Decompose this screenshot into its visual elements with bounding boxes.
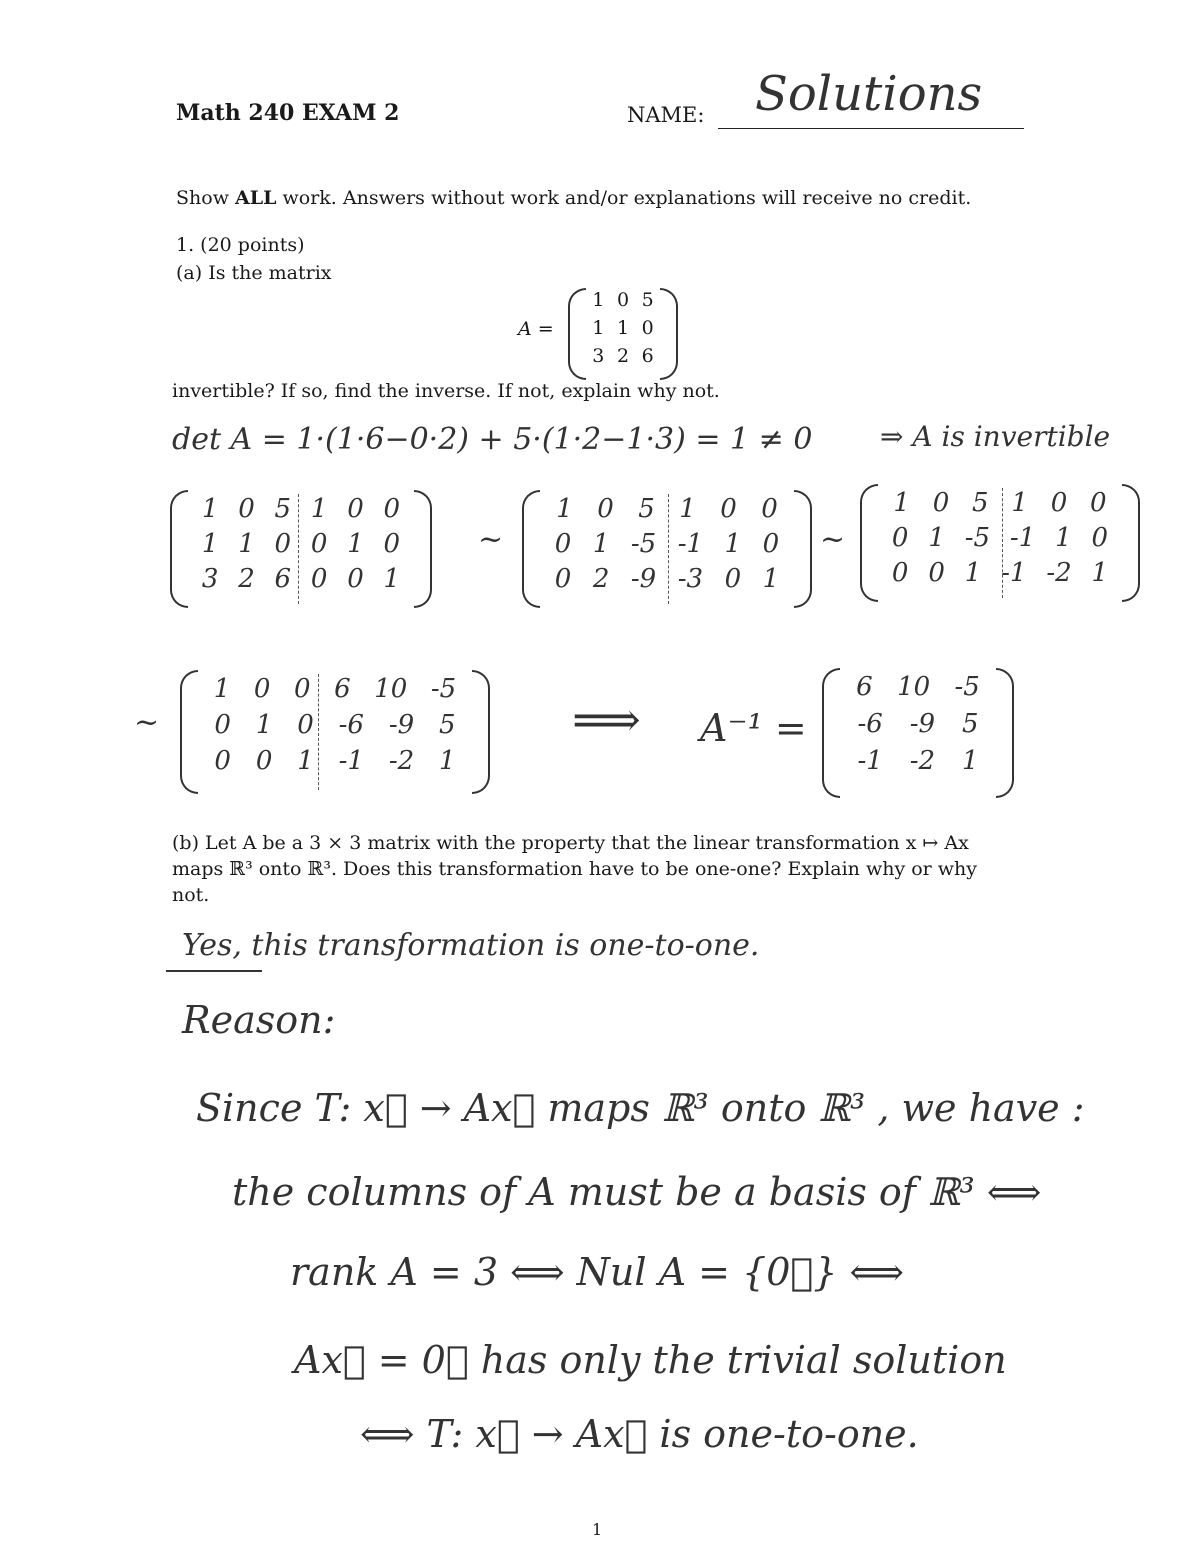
matrix-cell: 2	[616, 345, 630, 367]
matrix-cell: 0	[238, 494, 255, 524]
matrix-cell: 0	[891, 523, 909, 553]
matrix-cell: -1	[1009, 523, 1036, 553]
reason-label: Reason:	[182, 998, 336, 1042]
matrix-cell: 0	[347, 564, 364, 594]
matrix-cell: 0	[641, 317, 654, 339]
matrix-cell: 0	[1091, 523, 1109, 553]
matrix-cell: 1	[439, 746, 456, 776]
matrix-cell: 5	[641, 289, 654, 311]
matrix-cell: 1	[724, 529, 742, 559]
matrix-row	[202, 710, 468, 740]
left-paren	[568, 288, 586, 380]
name-label: NAME:	[627, 103, 705, 127]
right-paren	[414, 490, 432, 608]
matrix-cell: 5	[972, 488, 989, 518]
exam-title: Math 240 EXAM 2	[176, 100, 400, 126]
matrix-cell: 1	[592, 529, 610, 559]
matrix-cell: 0	[762, 529, 780, 559]
matrix-cell: -9	[388, 710, 415, 740]
matrix-cell: 0	[294, 674, 311, 704]
matrix-cell: 2	[592, 564, 610, 594]
left-paren	[180, 670, 198, 794]
matrix-cell: 0	[720, 494, 737, 524]
matrix-cell: -5	[630, 529, 657, 559]
matrix-cell: 0	[597, 494, 614, 524]
matrix-cell: 0	[214, 746, 231, 776]
determinant-line: det A = 1·(1·6−0·2) + 5·(1·2−1·3) = 1 ≠ 0	[172, 422, 813, 457]
matrix-cell: 6	[334, 674, 351, 704]
matrix-cell: 0	[347, 494, 364, 524]
right-paren	[794, 490, 812, 608]
augmented-matrix-4	[180, 670, 490, 794]
matrix-row	[844, 746, 992, 776]
matrix-cell: 1	[297, 746, 314, 776]
reason-line-2: the columns of A must be a basis of ℝ³ ⟺	[232, 1170, 1042, 1214]
matrix-cell: 0	[554, 564, 572, 594]
matrix-cell: 1	[238, 529, 255, 559]
reason-line-5: ⟺ T: x⃗ → Ax⃗ is one-to-one.	[360, 1412, 919, 1456]
augmented-matrix-3	[860, 484, 1140, 602]
matrix-cell: -6	[857, 709, 883, 739]
matrix-row	[882, 523, 1118, 553]
matrix-cell: -2	[909, 746, 936, 776]
matrix-row	[844, 709, 992, 739]
answer-underline	[166, 970, 262, 972]
left-paren	[170, 490, 188, 608]
matrix-cell: -9	[630, 564, 657, 594]
inverse-label: A⁻¹ =	[700, 706, 807, 750]
part-b-line-1: (b) Let A be a 3 × 3 matrix with the property that the linear transformation x ↦ Ax	[172, 832, 969, 854]
matrix-cell: 6	[274, 564, 292, 594]
matrix-cell: 0	[932, 488, 950, 518]
matrix-cell: 6	[856, 672, 873, 702]
left-paren	[522, 490, 540, 608]
matrix-row	[544, 494, 790, 524]
matrix-cell: 0	[383, 494, 401, 524]
matrix-cell: 0	[214, 710, 231, 740]
matrix-cell: 10	[374, 674, 408, 704]
matrix-cell: -6	[338, 710, 364, 740]
instructions-suffix: work. Answers without work and/or explanations will receive no credit.	[276, 187, 972, 209]
matrix-cell: 1	[201, 494, 219, 524]
matrix-row	[882, 488, 1118, 518]
matrix-cell: 0	[616, 289, 630, 311]
left-paren	[822, 668, 840, 798]
matrix-cell: 1	[255, 710, 273, 740]
matrix-row	[192, 564, 410, 594]
matrix-cell: -1	[338, 746, 364, 776]
matrix-cell: 0	[297, 710, 314, 740]
part-a-question: invertible? If so, find the inverse. If not, explain why not.	[172, 380, 720, 402]
right-paren	[472, 670, 490, 794]
inverse-matrix	[822, 668, 1014, 798]
matrix-cell: 1	[762, 564, 780, 594]
matrix-cell: 0	[310, 529, 328, 559]
matrix-cell: -1	[857, 746, 883, 776]
matrix-label: A =	[518, 318, 554, 340]
matrix-cell: 0	[891, 558, 909, 588]
matrix-cell: 1	[592, 289, 605, 311]
reason-line-3: rank A = 3 ⟺ Nul A = {0⃗} ⟺	[290, 1250, 904, 1294]
matrix-cell: 0	[761, 494, 778, 524]
matrix-row	[192, 494, 410, 524]
invertible-conclusion: ⇒ A is invertible	[880, 420, 1111, 453]
right-paren	[996, 668, 1014, 798]
part-a-prompt: (a) Is the matrix	[176, 262, 332, 284]
matrix-cell: 1	[201, 529, 219, 559]
left-paren	[860, 484, 878, 602]
matrix-cell: 1	[213, 674, 231, 704]
matrix-row	[544, 529, 790, 559]
implies-arrow: ⟹	[572, 692, 641, 748]
answer-yes: Yes, this transformation is one-to-one.	[182, 928, 760, 963]
matrix-cell: 1	[1055, 523, 1072, 553]
matrix-cell: -2	[388, 746, 415, 776]
matrix-cell: -5	[964, 523, 991, 553]
augment-bar	[1002, 488, 1003, 598]
instructions	[176, 187, 971, 209]
right-paren	[1122, 484, 1140, 602]
matrix-cell: 0	[1090, 488, 1107, 518]
matrix-row	[586, 345, 660, 367]
matrix-row	[586, 289, 660, 311]
matrix-cell: -1	[1001, 558, 1027, 588]
matrix-cell: 1	[964, 558, 982, 588]
augment-bar	[318, 674, 319, 790]
matrix-row	[202, 674, 468, 704]
matrix-cell: 5	[638, 494, 655, 524]
matrix-cell: 1	[893, 488, 910, 518]
matrix-cell: -2	[1046, 558, 1072, 588]
matrix-row	[882, 558, 1118, 588]
matrix-cell: 1	[928, 523, 945, 553]
name-value: Solutions	[755, 66, 983, 122]
right-paren	[660, 288, 678, 380]
matrix-cell: 3	[592, 345, 605, 367]
matrix-row	[544, 564, 790, 594]
augmented-matrix-2	[522, 490, 812, 608]
augment-bar	[298, 494, 299, 604]
matrix-cell: 2	[238, 564, 255, 594]
matrix-cell: 5	[274, 494, 292, 524]
reason-line-4: Ax⃗ = 0⃗ has only the trivial solution	[294, 1338, 1007, 1382]
matrix-row	[844, 672, 992, 702]
name-underline	[718, 128, 1024, 129]
matrix-cell: -3	[677, 564, 704, 594]
row-equivalence-sign: ~	[134, 705, 160, 740]
page-number: 1	[592, 1520, 603, 1539]
matrix-a	[568, 288, 678, 380]
matrix-cell: -9	[909, 709, 936, 739]
matrix-cell: 0	[928, 558, 945, 588]
matrix-cell: -1	[677, 529, 704, 559]
matrix-cell: 1	[347, 529, 364, 559]
problem-heading: 1. (20 points)	[176, 234, 305, 256]
matrix-cell: 1	[1011, 488, 1028, 518]
matrix-cell: 1	[1091, 558, 1109, 588]
matrix-cell: 5	[961, 709, 979, 739]
matrix-cell: 0	[724, 564, 742, 594]
matrix-cell: 3	[201, 564, 219, 594]
matrix-cell: 6	[641, 345, 654, 367]
matrix-cell: 0	[253, 674, 271, 704]
matrix-cell: 0	[383, 529, 401, 559]
matrix-cell: 1	[310, 494, 328, 524]
row-equivalence-sign: ~	[820, 522, 846, 557]
matrix-cell: 1	[383, 564, 401, 594]
matrix-row	[202, 746, 468, 776]
matrix-cell: 1	[961, 746, 979, 776]
matrix-cell: 0	[274, 529, 292, 559]
augmented-matrix-1	[170, 490, 432, 608]
matrix-cell: 0	[255, 746, 273, 776]
matrix-cell: 5	[439, 710, 456, 740]
matrix-cell: -5	[430, 674, 457, 704]
augment-bar	[668, 494, 669, 604]
matrix-row	[192, 529, 410, 559]
matrix-row	[586, 317, 660, 339]
matrix-cell: 1	[556, 494, 573, 524]
instructions-emphasis: ALL	[235, 187, 277, 209]
part-b-line-2: maps ℝ³ onto ℝ³. Does this transformation have to be one-one? Explain why or why	[172, 858, 978, 880]
matrix-cell: 10	[897, 672, 931, 702]
reason-line-1: Since T: x⃗ → Ax⃗ maps ℝ³ onto ℝ³ , we have :	[196, 1086, 1085, 1130]
part-b-line-3: not.	[172, 884, 210, 906]
matrix-cell: 0	[554, 529, 572, 559]
matrix-cell: 1	[616, 317, 630, 339]
instructions-prefix: Show	[176, 187, 235, 209]
matrix-cell: 0	[310, 564, 328, 594]
matrix-cell: 0	[1050, 488, 1068, 518]
row-equivalence-sign: ~	[478, 522, 504, 557]
matrix-cell: 1	[679, 494, 696, 524]
matrix-cell: 1	[592, 317, 605, 339]
matrix-cell: -5	[954, 672, 980, 702]
